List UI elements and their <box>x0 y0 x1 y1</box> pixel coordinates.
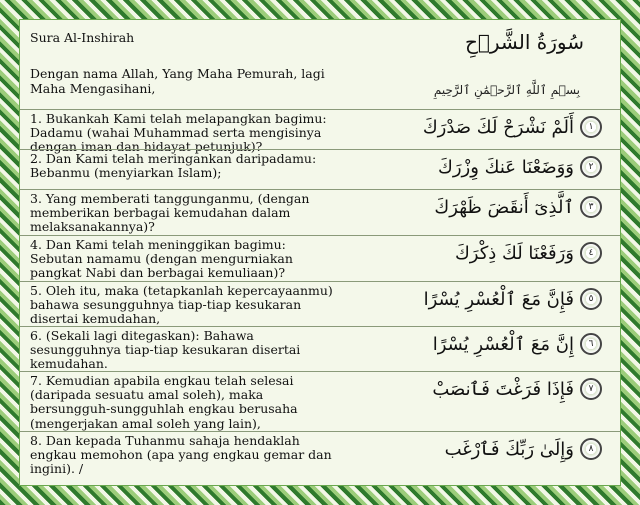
verse-arabic-group <box>423 116 602 138</box>
verse-4 <box>20 235 620 281</box>
verse-arabic: وَرَفَعْنَا لَكَ ذِكْرَكَ <box>454 242 574 264</box>
verse-6 <box>20 326 620 371</box>
verse-number-medallion: ٦ <box>580 333 602 355</box>
verse-number-medallion: ٤ <box>580 242 602 264</box>
verse-arabic: وَوَضَعْنَا عَنكَ وِزْرَكَ <box>438 156 574 178</box>
verse-translation: 8. Dan kepada Tuhanmu sahaja hendaklah engkau memohon (apa yang engkau gemar dan ingini). / <box>30 433 332 477</box>
verse-translation: 6. (Sekali lagi ditegaskan): Bahawa sesungguhnya tiap-tiap kesukaran disertai kemudahan. <box>30 328 301 372</box>
sura-title-arabic: سُورَةُ الشَّرۡحِ <box>464 30 584 54</box>
verse-arabic: ٱلَّذِىٓ أَنقَضَ ظَهْرَكَ <box>434 196 574 218</box>
verse-number-medallion: ٧ <box>580 378 602 400</box>
verse-arabic: فَإِنَّ مَعَ ٱلْعُسْرِ يُسْرًا <box>423 288 574 310</box>
basmala: بِسۡمِ ٱللَّهِ ٱلرَّحۡمَٰنِ ٱلرَّحِيمِ <box>433 83 580 97</box>
verse-arabic: إِنَّ مَعَ ٱلْعُسْرِ يُسْرًا <box>432 333 574 355</box>
verse-translation: 4. Dan Kami telah meninggikan bagimu: Sebutan namamu (dengan mengurniakan pangkat Nabi dan berbagai kemuliaan)? <box>30 237 293 281</box>
verse-number-medallion: ٨ <box>580 438 602 460</box>
verse-arabic: أَلَمْ نَشْرَحْ لَكَ صَدْرَكَ <box>422 116 574 138</box>
verse-number-medallion: ١ <box>580 116 602 138</box>
verse-arabic: وَإِلَىٰ رَبِّكَ فَٱرْغَب <box>444 438 574 460</box>
verse-5 <box>20 281 620 326</box>
verse-translation: 5. Oleh itu, maka (tetapkanlah kepercayaanmu) bahawa sesungguhnya tiap-tiap kesukaran disertai kemudahan, <box>30 283 333 327</box>
verse-8 <box>20 431 620 483</box>
verse-translation: 2. Dan Kami telah meringankan daripadamu: Bebanmu (menyiarkan Islam); <box>30 151 317 181</box>
verse-arabic-group <box>445 438 602 460</box>
verse-7 <box>20 371 620 431</box>
verse-arabic: فَإِذَا فَرَغْتَ فَٱنصَبْ <box>432 378 574 400</box>
sura-title: Sura Al-Inshirah <box>30 30 135 45</box>
intro-text: Dengan nama Allah, Yang Maha Pemurah, lagi Maha Mengasihani, <box>30 66 325 96</box>
verse-arabic-group <box>438 156 602 178</box>
verse-number-medallion: ٣ <box>580 196 602 218</box>
verse-arabic-group <box>424 288 602 310</box>
verse-3 <box>20 189 620 235</box>
page-panel <box>20 20 620 485</box>
verse-list <box>20 109 620 483</box>
verse-translation: 3. Yang memberati tanggunganmu, (dengan memberikan berbagai kemudahan dalam melaksanakannya)? <box>30 191 310 235</box>
verse-number-medallion: ٥ <box>580 288 602 310</box>
verse-arabic-group <box>432 378 602 400</box>
verse-translation: 7. Kemudian apabila engkau telah selesai (daripada sesuatu amal soleh), maka bersungguh-sungguhlah engkau berusaha (mengerjakan amal soleh yang lain), <box>30 373 298 431</box>
verse-arabic-group <box>455 242 602 264</box>
verse-1 <box>20 109 620 155</box>
verse-number-medallion: ٢ <box>580 156 602 178</box>
verse-translation: 1. Bukankah Kami telah melapangkan bagimu: Dadamu (wahai Muhammad serta mengisinya dengan iman dan hidayat petunjuk)? <box>30 111 327 155</box>
verse-2 <box>20 149 620 189</box>
verse-arabic-group <box>434 196 602 218</box>
verse-arabic-group <box>433 333 602 355</box>
